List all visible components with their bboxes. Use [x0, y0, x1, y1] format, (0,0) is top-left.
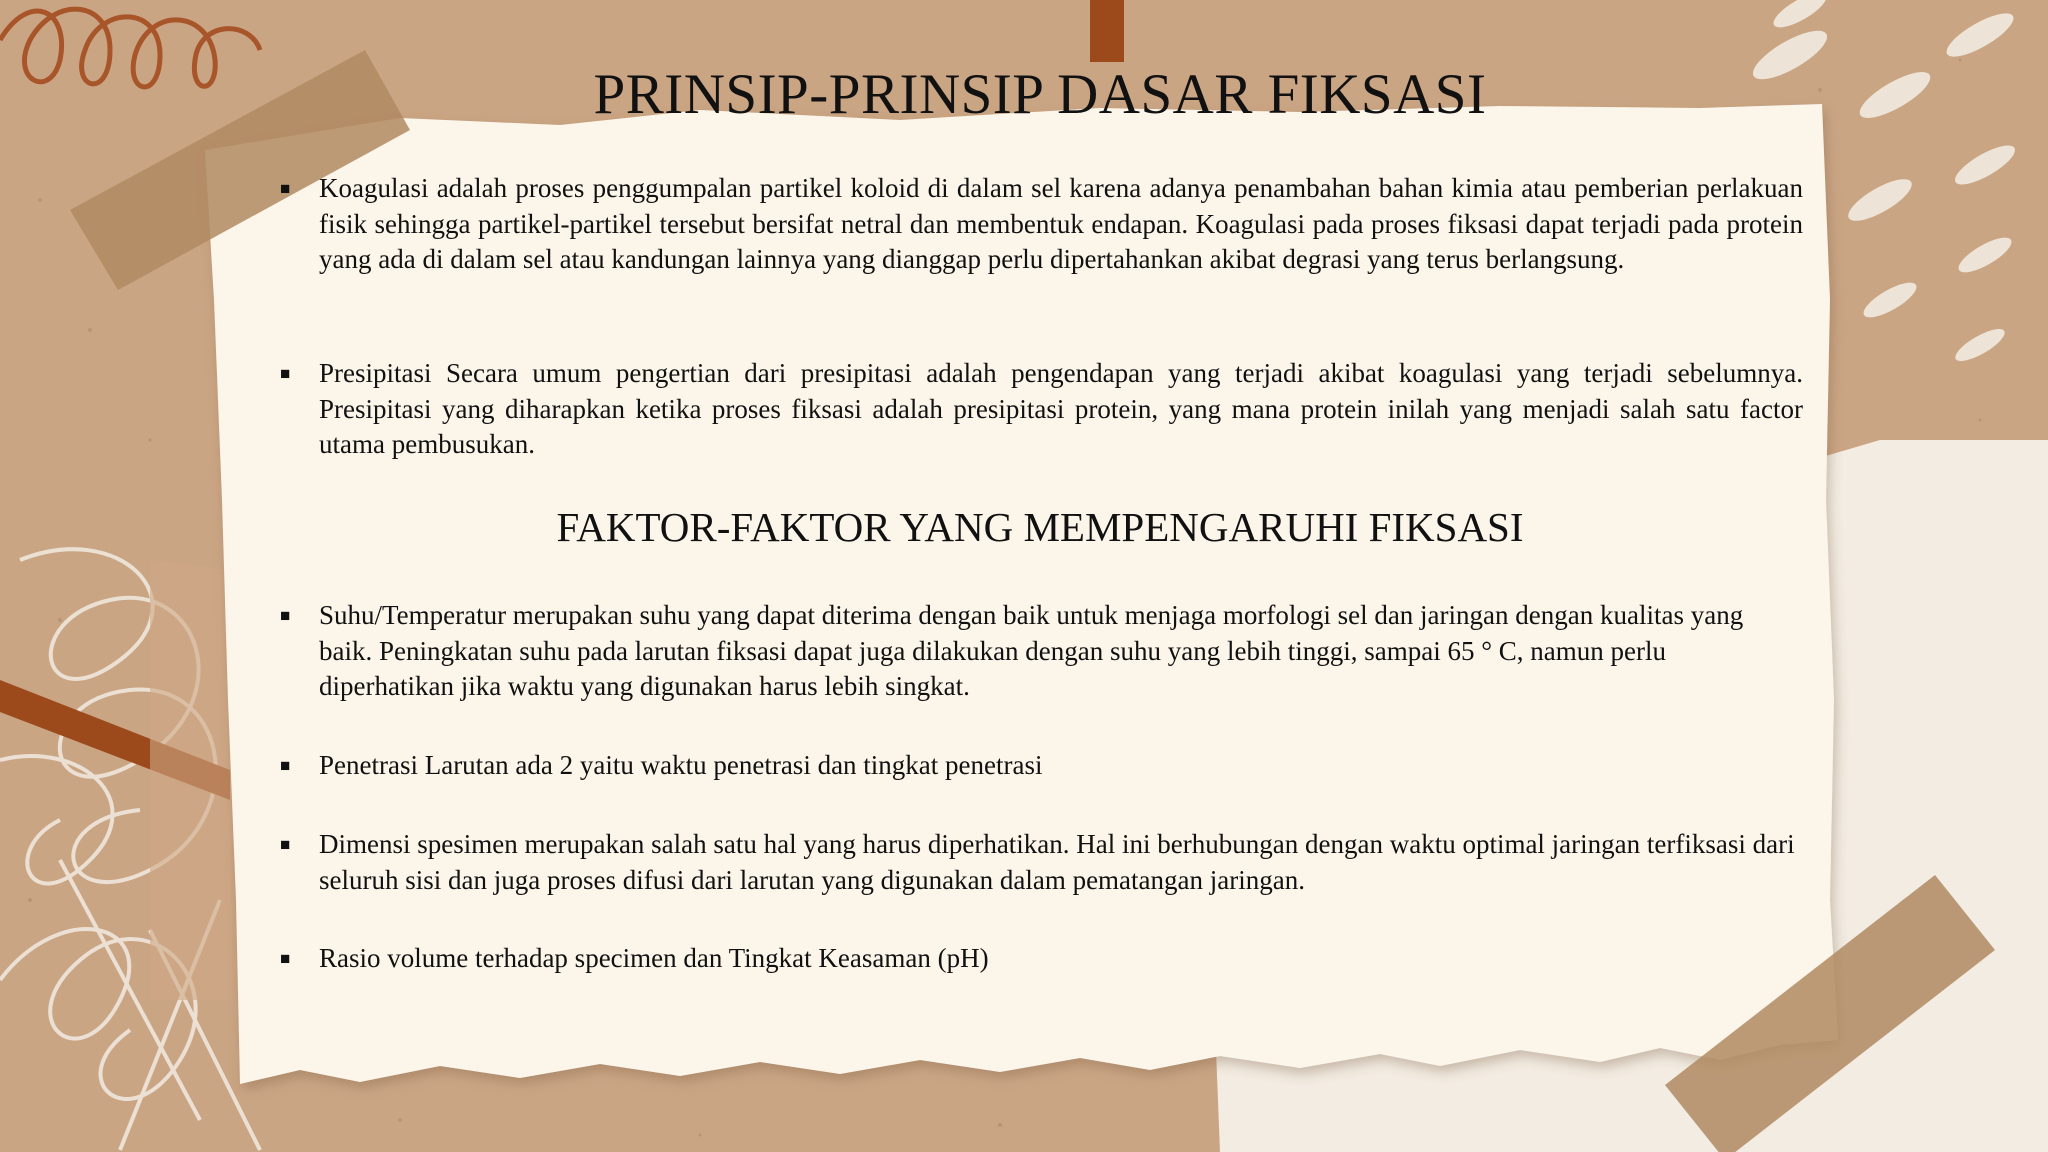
bullet-marker: ■: [280, 835, 291, 854]
bullet-marker: ■: [280, 364, 291, 383]
bullet-text: Penetrasi Larutan ada 2 yaitu waktu penetrasi dan tingkat penetrasi: [319, 750, 1043, 780]
section-heading: FAKTOR-FAKTOR YANG MEMPENGARUHI FIKSASI: [556, 504, 1524, 550]
bullet-marker: ■: [280, 179, 291, 198]
bullet-marker: ■: [280, 756, 291, 775]
bullet-text: Dimensi spesimen merupakan salah satu hal yang harus diperhatikan. Hal ini berhubungan dengan waktu optimal jaringan terfiksasi dari seluruh sisi dan juga proses difusi dari larutan yang digunakan dalam pematangan jaringan.: [319, 829, 1795, 895]
bullet-penetrasi: [280, 748, 1803, 784]
bullet-dimensi: [280, 827, 1803, 898]
bullet-marker: ■: [280, 606, 291, 625]
bullet-text: Suhu/Temperatur merupakan suhu yang dapat diterima dengan baik untuk menjaga morfologi sel dan jaringan dengan kualitas yang baik. Peningkatan suhu pada larutan fiksasi dapat juga dilakukan dengan suhu yang lebih tinggi, sampai 65 ° C, namun perlu diperhatikan jika waktu yang digunakan harus lebih singkat.: [319, 600, 1744, 701]
bullet-marker: ■: [280, 949, 291, 968]
bullet-suhu: [280, 598, 1803, 705]
page-title: PRINSIP-PRINSIP DASAR FIKSASI: [593, 63, 1487, 126]
bullet-koagulasi: [280, 171, 1803, 278]
bullet-text: Presipitasi Secara umum pengertian dari presipitasi adalah pengendapan yang terjadi akibat koagulasi yang terjadi sebelumnya. Presipitasi yang diharapkan ketika proses fiksasi adalah presipitasi protein, yang mana protein inilah yang menjadi salah satu factor utama pembusukan.: [319, 358, 1803, 459]
bullet-presipitasi: [280, 356, 1803, 463]
bullet-text: Koagulasi adalah proses penggumpalan partikel koloid di dalam sel karena adanya penambahan bahan kimia atau pemberian perlakuan fisik sehingga partikel-partikel tersebut bersifat netral dan membentuk endapan. Koagulasi pada proses fiksasi dapat terjadi pada protein yang ada di dalam sel atau kandungan lainnya yang dianggap perlu dipertahankan akibat degrasi yang terus berlangsung.: [319, 173, 1803, 274]
bullet-rasio: [280, 941, 1803, 977]
bullet-text: Rasio volume terhadap specimen dan Tingkat Keasaman (pH): [319, 943, 989, 973]
